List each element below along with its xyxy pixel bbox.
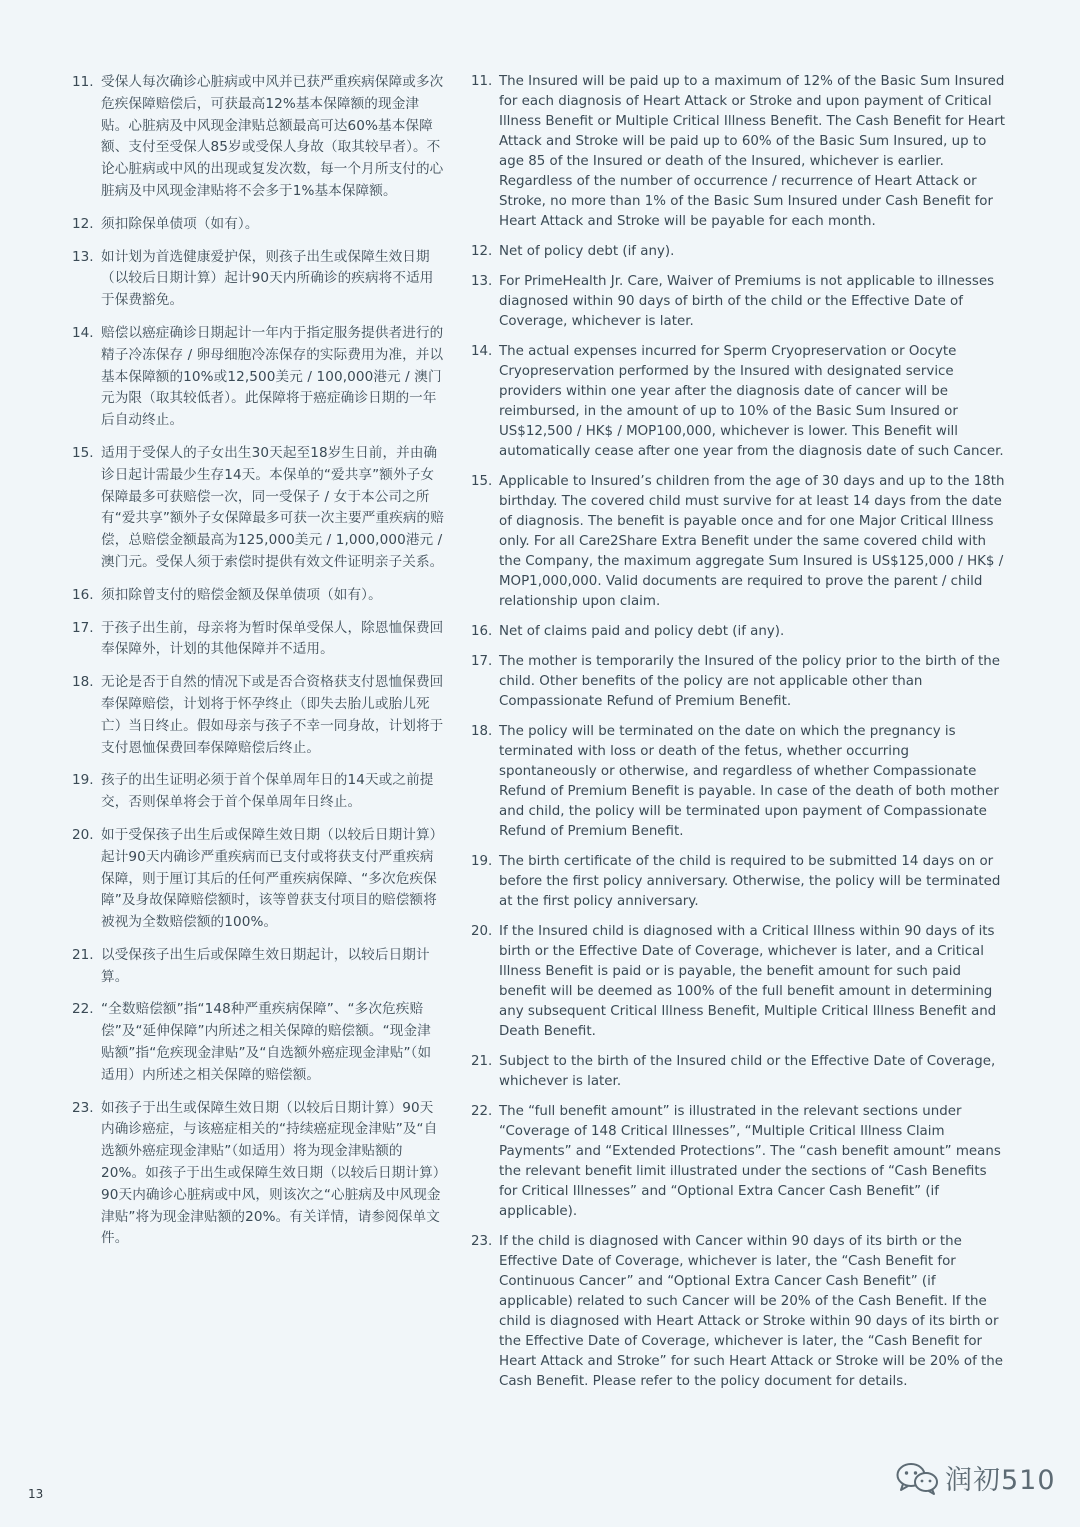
note-text: 如于受保孩子出生后或保障生效日期（以较后日期计算）起计90天内确诊严重疾病而已支付或将获支付严重疾病保障，则于厘订其后的任何严重疾病保障、“多次危疾保障”及身故保障赔偿额时，该等曾获支付项目的赔偿额将被视为全数赔偿额的100%。	[101, 826, 444, 931]
note-number: 23.	[72, 1099, 94, 1116]
note-text: “全数赔偿额”指“148种严重疾病保障”、“多次危疾赔偿”及“延伸保障”内所述之相关保障的赔偿额。“现金津贴额”指“危疾现金津贴”及“自选额外癌症现金津贴”（如适用）内所述之相关保障的赔偿额。	[101, 1001, 432, 1083]
note-number: 14.	[72, 324, 94, 341]
note-number: 22.	[471, 1104, 493, 1119]
note-text: The policy will be terminated on the date on which the pregnancy is terminated with loss or death of the fetus, whether occurring spontaneously or otherwise, and regardless of whether Compassionate Refund of Premium Benefit is payable. In case of the death of both mother and child, the policy will be terminated upon payment of Compassionate Refund of Premium Benefit.	[499, 724, 999, 839]
note-text: 须扣除保单债项（如有）。	[101, 215, 259, 232]
note-text: The Insured will be paid up to a maximum of 12% of the Basic Sum Insured for each diagnosis of Heart Attack or Stroke and upon payment of Critical Illness Benefit or Multiple Critical Illness Benefit. The Cash Benefit for Heart Attack and Stroke will be paid up to 60% of the Basic Sum Insured, up to age 85 of the Insured or death of the Insured, whichever is earlier. Regardless of the number of occurrence / recurrence of Heart Attack or Stroke, no more than 1% of the Basic Sum Insured under Cash Benefit for Heart Attack and Stroke will be payable for each month.	[499, 74, 1006, 229]
note-text: For PrimeHealth Jr. Care, Waiver of Premiums is not applicable to illnesses diagnosed within 90 days of birth of the child or the Effective Date of Coverage, whichever is later.	[499, 274, 995, 329]
note-number: 17.	[72, 619, 94, 636]
en-note-15	[471, 472, 1006, 612]
note-number: 12.	[72, 215, 94, 232]
note-text: 适用于受保人的子女出生30天起至18岁生日前，并由确诊日起计需最少生存14天。本保单的“爱共享”额外子女保障最多可获赔偿一次，同一受保子 / 女于本公司之所有“爱共享”额外子女保障最多可获一次主要严重疾病的赔偿，总赔偿金额最高为125,000美元 / 1,000,000港元 / 澳门元。受保人须于索偿时提供有效文件证明亲子关系。	[101, 444, 444, 570]
note-text: 受保人每次确诊心脏病或中风并已获严重疾病保障或多次危疾保障赔偿后，可获最高12%基本保障额的现金津贴。心脏病及中风现金津贴总额最高可达60%基本保障额、支付至受保人85岁或受保人身故（取其较早者）。不论心脏病或中风的出现或复发次数，每一个月所支付的心脏病及中风现金津贴将不会多于1%基本保障额。	[101, 74, 444, 199]
en-note-19	[471, 852, 1006, 912]
note-number: 21.	[471, 1054, 493, 1069]
zh-note-11	[72, 72, 444, 203]
note-number: 16.	[471, 624, 493, 639]
zh-note-23	[72, 1098, 444, 1251]
note-text: 以受保孩子出生后或保障生效日期起计，以较后日期计算。	[101, 946, 430, 985]
en-note-17	[471, 652, 1006, 712]
note-text: 须扣除曾支付的赔偿金额及保单债项（如有）。	[101, 586, 382, 603]
en-note-23	[471, 1232, 1006, 1392]
note-text: Net of claims paid and policy debt (if any).	[499, 624, 785, 639]
en-note-21	[471, 1052, 1006, 1092]
page-number: 13	[28, 1487, 44, 1501]
note-number: 13.	[72, 248, 94, 265]
note-number: 23.	[471, 1234, 493, 1249]
note-text: The birth certificate of the child is required to be submitted 14 days on or before the first policy anniversary. Otherwise, the policy will be terminated at the first policy anniversary.	[499, 854, 1001, 909]
zh-note-12	[72, 214, 444, 236]
en-note-18	[471, 722, 1006, 842]
zh-note-18	[72, 672, 444, 759]
zh-note-13	[72, 247, 444, 312]
note-number: 19.	[471, 854, 493, 869]
zh-note-16	[72, 585, 444, 607]
en-note-14	[471, 342, 1006, 462]
wechat-icon	[895, 1460, 939, 1496]
note-text: The “full benefit amount” is illustrated in the relevant sections under “Coverage of 148 Critical Illnesses”, “Multiple Critical Illness Claim Payments” and “Extended Protections”. The “cash benefit amount” means the relevant benefit limit illustrated under the sections of “Cash Benefits for Critical Illnesses” and “Optional Extra Cancer Cash Benefit” (if applicable).	[499, 1104, 1001, 1219]
en-note-13	[471, 272, 1006, 332]
note-text: Net of policy debt (if any).	[499, 244, 675, 259]
note-text: If the Insured child is diagnosed with a Critical Illness within 90 days of its birth or the Effective Date of Coverage, whichever is later, and a Critical Illness Benefit is paid or is payable, the benefit amount for such paid benefit will be deemed as 100% of the full benefit amount in determining any subsequent Critical Illness Benefit, Multiple Critical Illness Benefit and Death Benefit.	[499, 924, 997, 1039]
zh-note-19	[72, 770, 444, 814]
note-text: 如计划为首选健康爱护保，则孩子出生或保障生效日期（以较后日期计算）起计90天内所确诊的疾病将不适用于保费豁免。	[101, 248, 434, 309]
note-text: Subject to the birth of the Insured child or the Effective Date of Coverage, whichever is later.	[499, 1054, 996, 1089]
note-number: 18.	[72, 674, 94, 691]
en-note-11	[471, 72, 1006, 232]
note-number: 15.	[471, 474, 493, 489]
note-text: 于孩子出生前，母亲将为暂时保单受保人，除恩恤保费回奉保障外，计划的其他保障并不适用。	[101, 619, 444, 658]
note-number: 14.	[471, 344, 493, 359]
note-text: Applicable to Insured’s children from the age of 30 days and up to the 18th birthday. The covered child must survive for at least 14 days from the date of diagnosis. The benefit is payable once and for one Major Critical Illness only. For all Care2Share Extra Benefit under the same covered child with the Company, the maximum aggregate Sum Insured is US$125,000 / HK$ / MOP1,000,000. Valid documents are required to prove the parent / child relationship upon claim.	[499, 474, 1005, 609]
zh-note-21	[72, 945, 444, 989]
note-text: 如孩子于出生或保障生效日期（以较后日期计算）90天内确诊癌症，与该癌症相关的“持续癌症现金津贴”及“自选额外癌症现金津贴”（如适用）将为现金津贴额的20%。如孩子于出生或保障生效日期（以较后日期计算）90天内确诊心脏病或中风，则该次之“心脏病及中风现金津贴”将为现金津贴额的20%。有关详情，请参阅保单文件。	[101, 1099, 441, 1247]
en-note-12	[471, 242, 1006, 262]
note-text: 孩子的出生证明必须于首个保单周年日的14天或之前提交，否则保单将会于首个保单周年日终止。	[101, 772, 434, 811]
zh-note-20	[72, 825, 444, 934]
note-number: 19.	[72, 772, 94, 789]
note-text: If the child is diagnosed with Cancer within 90 days of its birth or the Effective Date of Coverage, whichever is later, the “Cash Benefit for Continuous Cancer” and “Optional Extra Cancer Cash Benefit” (if applicable) related to such Cancer will be 20% of the Cash Benefit. If the child is diagnosed with Heart Attack or Stroke within 90 days of its birth or the Effective Date of Coverage, whichever is later, the “Cash Benefit for Heart Attack and Stroke” for such Heart Attack or Stroke will be 20% of the Cash Benefit. Please refer to the policy document for details.	[499, 1234, 1004, 1389]
zh-note-17	[72, 618, 444, 662]
note-number: 20.	[471, 924, 493, 939]
note-number: 17.	[471, 654, 493, 669]
note-number: 16.	[72, 586, 94, 603]
note-number: 21.	[72, 946, 94, 963]
note-number: 12.	[471, 244, 493, 259]
note-text: The actual expenses incurred for Sperm Cryopreservation or Oocyte Cryopreservation performed by the Insured with designated service providers within one year after the diagnosis date of cancer will be reimbursed, in the amount of up to 10% of the Basic Sum Insured or US$12,500 / HK$ / MOP100,000, whichever is lower. This Benefit will automatically cease after one year from the diagnosis date of such Cancer.	[499, 344, 1004, 459]
watermark	[895, 1458, 1056, 1497]
chinese-notes-column	[72, 72, 444, 1261]
zh-note-15	[72, 443, 444, 574]
note-number: 22.	[72, 1001, 94, 1018]
en-note-22	[471, 1102, 1006, 1222]
en-note-16	[471, 622, 1006, 642]
en-note-20	[471, 922, 1006, 1042]
note-number: 18.	[471, 724, 493, 739]
note-text: The mother is temporarily the Insured of the policy prior to the birth of the child. Other benefits of the policy are not applicable other than Compassionate Refund of Premium Benefit.	[499, 654, 1001, 709]
zh-note-14	[72, 323, 444, 432]
note-number: 15.	[72, 444, 94, 461]
watermark-text: 润初510	[945, 1465, 1056, 1496]
note-text: 无论是否于自然的情况下或是否合资格获支付恩恤保费回奉保障赔偿，计划将于怀孕终止（即失去胎儿或胎儿死亡）当日终止。假如母亲与孩子不幸一同身故，计划将于支付恩恤保费回奉保障赔偿后终止。	[101, 674, 444, 756]
zh-note-22	[72, 999, 444, 1086]
note-number: 11.	[72, 74, 94, 90]
note-text: 赔偿以癌症确诊日期起计一年内于指定服务提供者进行的精子冷冻保存 / 卵母细胞冷冻保存的实际费用为准，并以基本保障额的10%或12,500美元 / 100,000港元 / 澳门元为限（取其较低者）。此保障将于癌症确诊日期的一年后自动终止。	[101, 324, 444, 429]
note-number: 13.	[471, 274, 493, 289]
note-number: 20.	[72, 826, 94, 843]
note-number: 11.	[471, 74, 493, 89]
english-notes-column	[471, 72, 1006, 1402]
